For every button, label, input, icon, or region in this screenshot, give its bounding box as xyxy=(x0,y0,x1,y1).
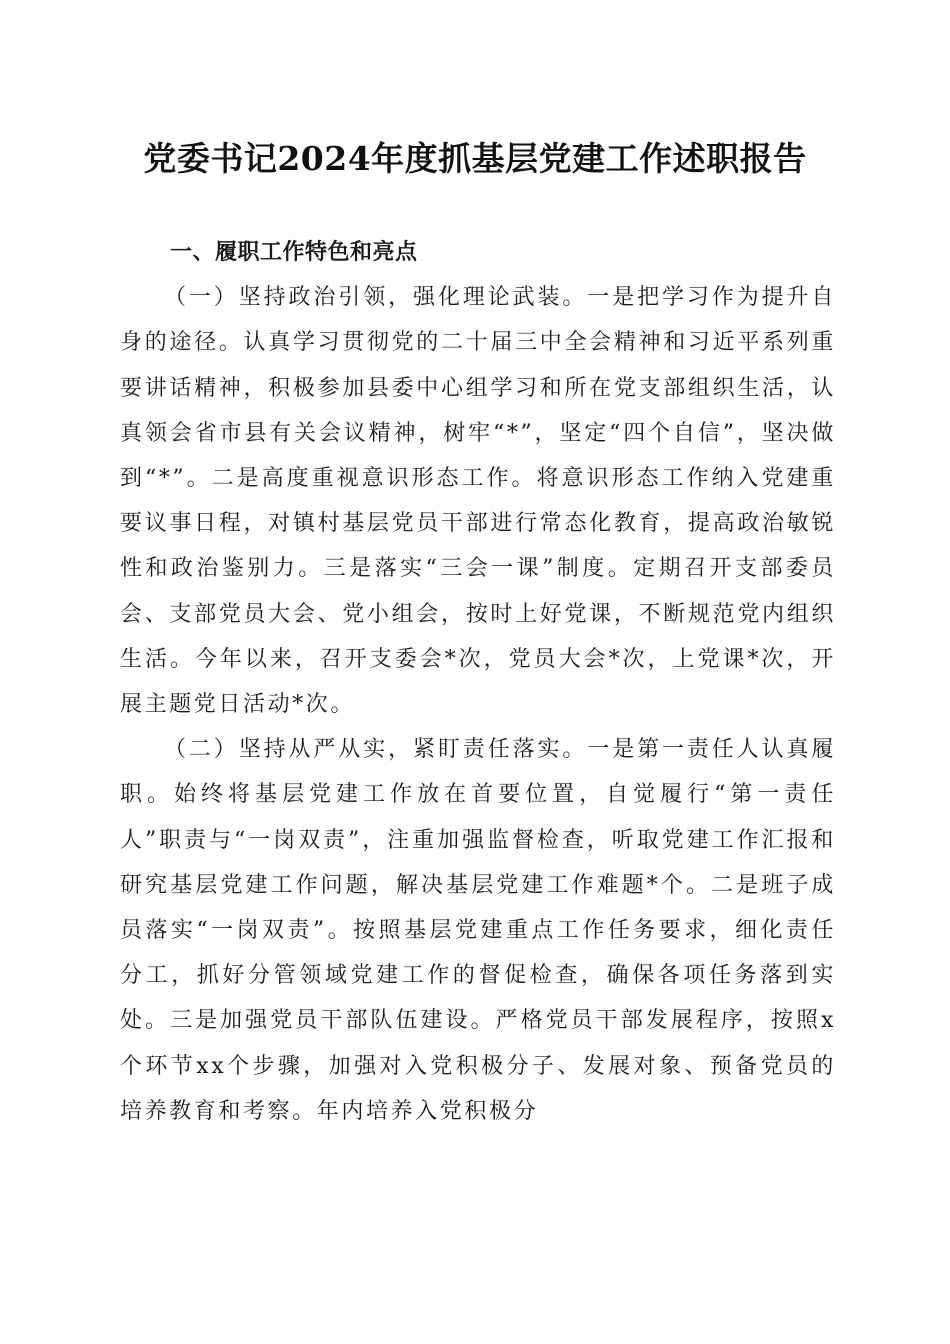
document-title: 党委书记2024年度抓基层党建工作述职报告 xyxy=(143,139,807,178)
section-heading: 一、履职工作特色和亮点 xyxy=(170,240,418,265)
paragraph-political-leadership: （一）坚持政治引领，强化理论武装。一是把学习作为提升自身的途径。认真学习贯彻党的二十届三中全会精神和习近平系列重要讲话精神，积极参加县委中心组学习和所在党支部组织生活，认真领会省市县有关会议精神，树牢“*”，坚定“四个自信”，坚决做到“*”。二是高度重视意识形态工作。将意识形态工作纳入党建重要议事日程，对镇村基层党员干部进行常态化教育，提高政治敏锐性和政治鉴别力。三是落实“三会一课”制度。定期召开支部委员会、支部党员大会、党小组会，按时上好党课，不断规范党内组织生活。今年以来，召开支委会*次，党员大会*次，上党课*次，开展主题党日活动*次。 xyxy=(120,285,836,718)
paragraph-responsibility: （二）坚持从严从实，紧盯责任落实。一是第一责任人认真履职。始终将基层党建工作放在首要位置，自觉履行“第一责任人”职责与“一岗双责”，注重加强监督检查，听取党建工作汇报和研究基层党建工作问题，解决基层党建工作难题*个。二是班子成员落实“一岗双责”。按照基层党建重点工作任务要求，细化责任分工，抓好分管领域党建工作的督促检查，确保各项任务落到实处。三是加强党员干部队伍建设。严格党员干部发展程序，按照x个环节xx个步骤，加强对入党积极分子、发展对象、预备党员的培养教育和考察。年内培养入党积极分 xyxy=(120,737,836,1124)
document-body xyxy=(120,230,836,1134)
